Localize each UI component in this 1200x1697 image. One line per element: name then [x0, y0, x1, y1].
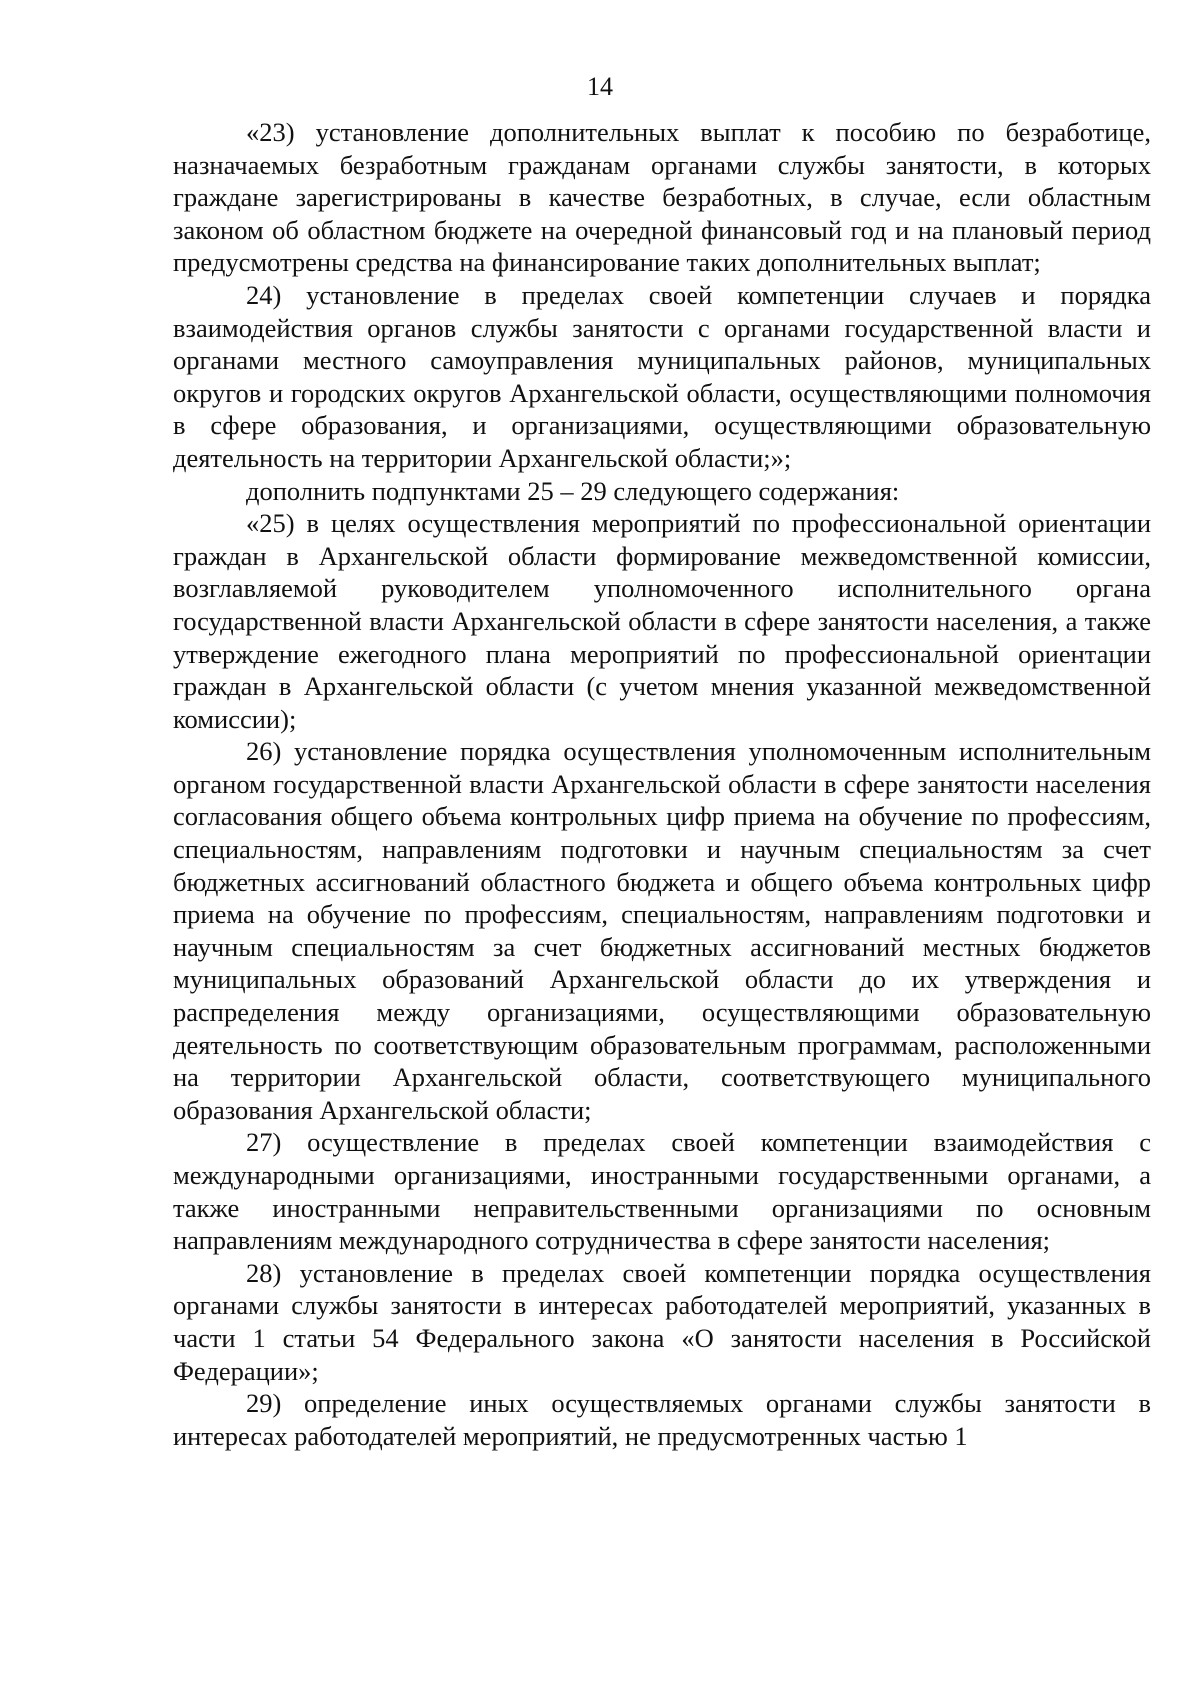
- paragraph-amendment-intro: дополнить подпунктами 25 – 29 следующего содержания:: [246, 475, 900, 506]
- paragraph-item-24: 24) установление в пределах своей компетенции случаев и порядка взаимодействия органов службы занятости с органами государственной власти и органами местного самоуправления муниципальных районов, муниципальных округов и городских округов Архангельской области, осуществляющими полномочия в сфере образования, и организациями, осуществляющими образовательную деятельность на территории Архангельской области;»;: [173, 279, 1151, 473]
- page-number: 14: [587, 72, 613, 101]
- document-body: [173, 116, 1151, 1452]
- paragraph-item-29: 29) определение иных осуществляемых органами службы занятости в интересах работодателей мероприятий, не предусмотренных частью 1: [173, 1388, 1151, 1451]
- paragraph-item-26: 26) установление порядка осуществления уполномоченным исполнительным органом государственной власти Архангельской области в сфере занятости населения согласования общего объема контрольных цифр приема на обучение по профессиям, специальностям, направлениям подготовки и научным специальностям за счет бюджетных ассигнований областного бюджета и общего объема контрольных цифр приема на обучение по профессиям, специальностям, направлениям подготовки и научным специальностям за счет бюджетных ассигнований местных бюджетов муниципальных образований Архангельской области до их утверждения и распределения между организациями, осуществляющими образовательную деятельность по соответствующим образовательным программам, расположенными на территории Архангельской области, соответствующего муниципального образования Архангельской области;: [173, 736, 1151, 1125]
- paragraph-item-25: «25) в целях осуществления мероприятий по профессиональной ориентации граждан в Архангельской области формирование межведомственной комиссии, возглавляемой руководителем уполномоченного исполнительного органа государственной власти Архангельской области в сфере занятости населения, а также утверждение ежегодного плана мероприятий по профессиональной ориентации граждан в Архангельской области (с учетом мнения указанной межведомственной комиссии);: [173, 508, 1151, 734]
- paragraph-item-23: «23) установление дополнительных выплат к пособию по безработице, назначаемых безработным гражданам органами службы занятости, в которых граждане зарегистрированы в качестве безработных, в случае, если областным законом об областном бюджете на очередной финансовый год и на плановый период предусмотрены средства на финансирование таких дополнительных выплат;: [173, 117, 1151, 278]
- paragraph-item-28: 28) установление в пределах своей компетенции порядка осуществления органами службы занятости в интересах работодателей мероприятий, указанных в части 1 статьи 54 Федерального закона «О занятости населения в Российской Федерации»;: [173, 1257, 1151, 1386]
- paragraph-item-27: 27) осуществление в пределах своей компетенции взаимодействия с международными организациями, иностранными государственными органами, а также иностранными неправительственными организациями по основным направлениям международного сотрудничества в сфере занятости населения;: [173, 1127, 1151, 1256]
